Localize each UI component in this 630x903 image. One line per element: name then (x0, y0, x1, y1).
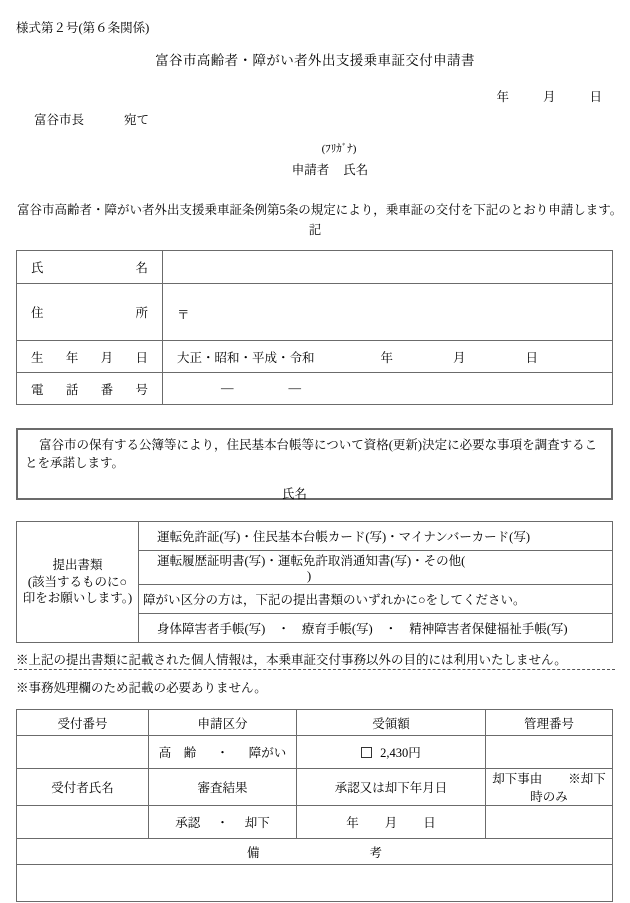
office-header-receipt-no: 受付番号 (17, 710, 149, 736)
office-header-remarks (17, 839, 613, 865)
documents-handbook-mental[interactable]: 精神障害者保健福祉手帳(写) (409, 622, 568, 636)
telephone-dash-2: — (288, 381, 301, 395)
office-field-category[interactable] (149, 736, 297, 769)
telephone-dash-1: — (221, 381, 234, 395)
consent-box (16, 428, 613, 500)
office-field-decision-date[interactable] (297, 806, 486, 839)
addressee-name: 富谷市長 (34, 113, 85, 127)
office-value-row-1 (17, 736, 613, 769)
documents-option-row-4[interactable] (139, 614, 613, 643)
submitted-documents-table (16, 521, 613, 643)
consent-signature-label[interactable]: 氏名 (281, 487, 307, 502)
application-statement: 富谷市高齢者・障がい者外出支援乗車証条例第5条の規定により，乗車証の交付を下記のとおり申請します。 (17, 203, 623, 217)
office-field-amount[interactable] (297, 736, 486, 769)
birth-month-label: 月 (453, 350, 466, 365)
documents-row-1 (17, 522, 613, 551)
row-label-telephone: 電 話 番 号 (17, 373, 163, 405)
office-value-row-2 (17, 806, 613, 839)
office-result-sep: ・ (216, 816, 229, 830)
office-category-sep: ・ (216, 746, 229, 760)
documents-label-main: 提出書類 (52, 557, 103, 572)
applicant-name-label: 氏名 (343, 163, 369, 177)
ki-marker: 記 (308, 223, 322, 237)
field-telephone[interactable] (163, 373, 613, 405)
documents-label-cell (17, 522, 139, 643)
applicant-signature-line (0, 160, 630, 178)
office-header-row-2 (17, 769, 613, 806)
office-date-year: 年 (346, 816, 359, 830)
office-header-review-result: 審査結果 (149, 769, 297, 806)
office-field-receiver-name[interactable] (17, 806, 149, 839)
date-day-label: 日 (589, 90, 602, 104)
postal-mark-icon: 〒 (177, 308, 190, 322)
office-remarks-header-row (17, 839, 613, 865)
addressee-line (34, 110, 149, 128)
birth-day-label: 日 (525, 350, 539, 365)
birth-era-options[interactable]: 大正・昭和・平成・令和 (177, 350, 315, 365)
documents-label-sub2: 印をお願いします。) (22, 591, 133, 606)
office-result-approve[interactable]: 承認 (175, 816, 201, 830)
date-year-label: 年 (496, 90, 509, 104)
birth-year-label: 年 (380, 350, 394, 365)
office-remarks-char-2: 考 (369, 845, 383, 860)
office-remarks-body-row (17, 865, 613, 902)
field-name[interactable] (163, 251, 613, 284)
office-reject-reason-text: 却下事由 (492, 772, 543, 786)
applicant-label: 申請者 (291, 163, 330, 177)
field-birthdate[interactable] (163, 341, 613, 373)
office-header-category: 申請区分 (149, 710, 297, 736)
office-category-disabled[interactable]: 障がい (248, 746, 287, 760)
office-header-receiver-name: 受付者氏名 (17, 769, 149, 806)
furigana-label: (ﾌﾘｶﾞﾅ) (321, 143, 357, 155)
office-field-reject-reason[interactable] (486, 806, 613, 839)
office-header-decision-date: 承認又は却下年月日 (297, 769, 486, 806)
row-label-birthdate: 生 年 月 日 (17, 341, 163, 373)
office-field-control-no[interactable] (486, 736, 613, 769)
table-row-birthdate (17, 341, 613, 373)
table-row-address (17, 284, 613, 341)
amount-checkbox[interactable] (361, 747, 372, 758)
row-label-address: 住 所 (17, 284, 163, 341)
section-divider (14, 669, 615, 670)
documents-label-sub1: (該当するものに○ (27, 574, 128, 589)
office-amount-value: 2,430円 (380, 746, 421, 760)
office-use-note: ※事務処理欄のため記載の必要ありません。 (16, 681, 267, 695)
documents-option-row-1[interactable]: 運転免許証(写)・住民基本台帳カード(写)・マイナンバーカード(写) (139, 522, 613, 551)
documents-option-row-2[interactable] (139, 551, 613, 585)
date-month-label: 月 (542, 90, 556, 104)
documents-sep-1: ・ (277, 622, 290, 636)
office-category-elderly[interactable]: 高 齢 (158, 746, 197, 760)
office-header-row-1 (17, 710, 613, 736)
addressee-suffix: 宛て (124, 113, 150, 127)
office-use-table (16, 709, 613, 902)
form-code: 様式第２号(第６条関係) (16, 21, 150, 35)
office-date-month: 月 (384, 816, 398, 830)
office-result-reject[interactable]: 却下 (244, 816, 270, 830)
documents-handbook-rehab[interactable]: 療育手帳(写) (301, 622, 373, 636)
documents-instruction: 障がい区分の方は，下記の提出書類のいずれかに○をしてください。 (139, 585, 613, 614)
applicant-info-table (16, 250, 613, 405)
privacy-note: ※上記の提出書類に記載された個人情報は，本乗車証交付事務以外の目的には利用いたしません。 (16, 653, 567, 667)
office-field-remarks[interactable] (17, 865, 613, 902)
documents-option-row-2-close: ) (307, 569, 312, 583)
row-label-name: 氏 名 (17, 251, 163, 284)
office-field-review-result[interactable] (149, 806, 297, 839)
office-date-day: 日 (423, 816, 436, 830)
table-row-name (17, 251, 613, 284)
table-row-telephone (17, 373, 613, 405)
office-remarks-char-1: 備 (246, 845, 260, 860)
office-reject-note: ※却下時のみ (530, 772, 606, 804)
documents-option-row-2-text: 運転履歴証明書(写)・運転免許取消通知書(写)・その他( (157, 554, 466, 568)
office-field-receipt-no[interactable] (17, 736, 149, 769)
documents-sep-2: ・ (384, 622, 398, 636)
consent-text: 富谷市の保有する公簿等により，住民基本台帳等について資格(更新)決定に必要な事項を調査することを承諾します。 (25, 438, 598, 471)
office-header-control-no: 管理番号 (486, 710, 613, 736)
office-header-amount: 受領額 (297, 710, 486, 736)
submission-date-line (496, 87, 602, 105)
office-header-reject-reason (486, 769, 613, 806)
field-address[interactable] (163, 284, 613, 341)
documents-handbook-physical[interactable]: 身体障害者手帳(写) (157, 622, 266, 636)
page-title: 富谷市高齢者・障がい者外出支援乗車証交付申請書 (155, 53, 475, 68)
